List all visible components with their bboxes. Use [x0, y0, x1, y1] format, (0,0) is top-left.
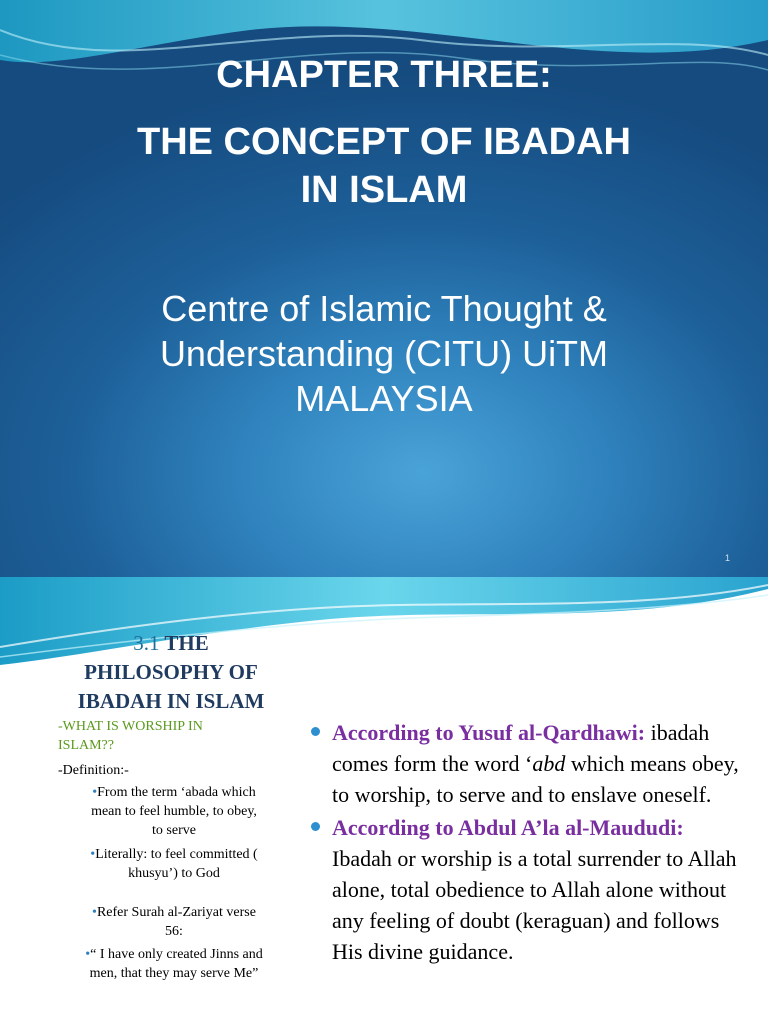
maududi-label: According to Abdul A’la al-Maududi: — [332, 815, 684, 840]
bullet-icon: • — [92, 905, 97, 920]
definition-bullet-3 — [58, 903, 290, 941]
section-number: 3.1 — [133, 631, 160, 655]
b2-line1: Literally: to feel committed ( — [95, 847, 258, 862]
section-heading — [38, 629, 304, 716]
heading-line1: THE — [164, 631, 209, 655]
bullet-dot-icon — [311, 727, 320, 736]
organization-subtitle — [0, 286, 768, 421]
question-line1: -WHAT IS WORSHIP IN — [58, 719, 203, 734]
question-line2: ISLAM?? — [58, 738, 114, 753]
b3-line1: Refer Surah al-Zariyat verse — [96, 905, 256, 920]
bullet-icon: • — [90, 847, 96, 862]
left-column — [58, 717, 290, 983]
definition-bullet-4 — [58, 945, 290, 983]
b1-line1: From the term ‘abada which — [97, 785, 256, 800]
b1-line3: to serve — [152, 823, 196, 838]
qardhawi-abd: abd — [532, 751, 566, 776]
qardhawi-text-b: which means obey, to worship, to serve and to enslave oneself. — [332, 751, 739, 807]
chapter-title: CHAPTER THREE: — [216, 54, 552, 96]
b2-line2: khusyu’) to God — [128, 866, 220, 881]
concept-title-line2: IN ISLAM — [300, 169, 468, 211]
heading-line2: PHILOSOPHY OF — [84, 660, 258, 684]
maududi-text: Ibadah or worship is a total surrender to Allah alone, total obedience to Allah alone without any feeling of doubt (keraguan) and follows His divine guidance. — [332, 846, 737, 964]
content-slide — [0, 577, 768, 1024]
subtitle-line1: Centre of Islamic Thought & — [161, 288, 607, 329]
concept-title — [0, 118, 768, 214]
maududi-definition — [308, 812, 748, 967]
bullet-icon: • — [85, 947, 91, 962]
qardhawi-text-a: ibadah comes form the word ‘ — [332, 720, 710, 776]
b1-line2: mean to feel humble, to obey, — [91, 804, 257, 819]
b4-line2: men, that they may serve Me” — [89, 966, 259, 981]
right-column — [308, 717, 748, 969]
heading-line3: IBADAH IN ISLAM — [77, 689, 265, 713]
subtitle-line2: Understanding (CITU) UiTM — [159, 333, 609, 374]
definition-bullet-1 — [58, 783, 290, 840]
b3-line2: 56: — [165, 924, 183, 939]
bullet-dot-icon — [311, 822, 320, 831]
definition-bullet-2 — [58, 845, 290, 883]
bullet-icon: • — [92, 785, 98, 800]
definition-label: -Definition:- — [58, 763, 129, 778]
slide-number: 1 — [724, 553, 730, 563]
concept-title-line1: THE CONCEPT OF IBADAH — [137, 121, 631, 163]
b4-line1: “ I have only created Jinns and — [90, 947, 263, 962]
subtitle-line3: MALAYSIA — [295, 378, 473, 419]
qardhawi-definition — [308, 717, 748, 810]
qardhawi-label: According to Yusuf al-Qardhawi: — [332, 720, 646, 745]
